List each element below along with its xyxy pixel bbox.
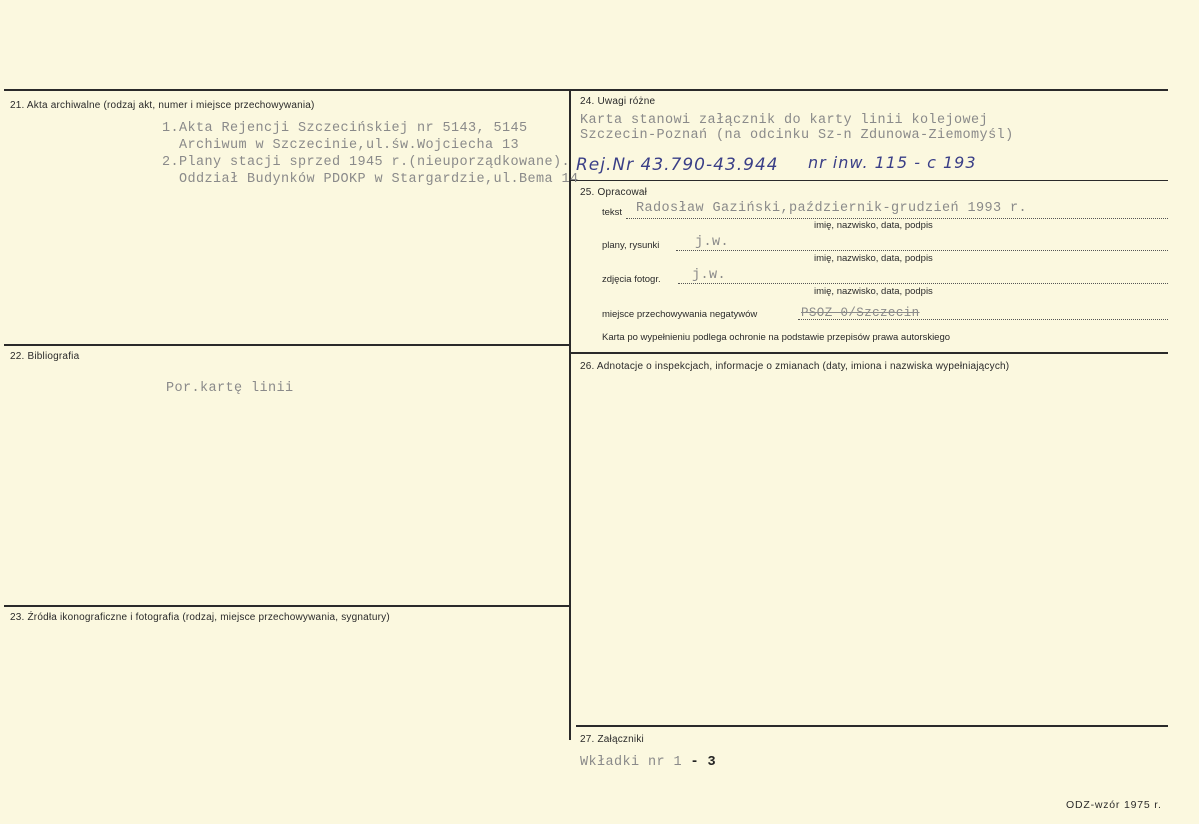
rule-22-23 — [4, 605, 570, 607]
section-22-label: 22. Bibliografia — [10, 351, 80, 362]
section-24-registry-handwriting: Rej.Nr 43.790-43.944 — [576, 155, 779, 175]
rule-25-26 — [570, 352, 1168, 354]
section-27-text — [580, 755, 716, 770]
section-21-label: 21. Akta archiwalne (rodzaj akt, numer i miejsce przechowywania) — [10, 100, 315, 111]
section-21-line-4: Oddział Budynków PDOKP w Stargardzie,ul.Bema 14 — [179, 172, 579, 187]
zdjecia-label: zdjęcia fotogr. — [602, 274, 661, 285]
section-22-text: Por.kartę linii — [166, 381, 294, 396]
copyright-notice: Karta po wypełnieniu podlega ochronie na podstawie przepisów prawa autorskiego — [602, 332, 951, 343]
section-24-line-1: Karta stanowi załącznik do karty linii kolejowej — [580, 113, 989, 128]
plany-dotted-line — [676, 250, 1168, 251]
tekst-label: tekst — [602, 207, 623, 218]
zdjecia-value: j.w. — [692, 268, 727, 283]
section-21-line-3: 2.Plany stacji sprzed 1945 r.(nieuporządkowane). — [162, 155, 571, 170]
attachments-text: Wkładki nr 1 — [580, 755, 691, 770]
form-template-footer: ODZ-wzór 1975 r. — [1066, 799, 1162, 811]
rule-26-27 — [576, 725, 1168, 727]
top-rule — [4, 89, 1168, 91]
plany-value: j.w. — [695, 235, 730, 250]
rule-21-22 — [4, 344, 570, 346]
section-24-line-2: Szczecin-Poznań (na odcinku Sz-n Zdunowa-Ziemomyśl) — [580, 128, 1014, 143]
section-26-label: 26. Adnotacje o inspekcjach, informacje o zmianach (daty, imiona i nazwiska wypełniających) — [580, 361, 1010, 372]
tekst-dotted-line — [626, 218, 1168, 219]
section-21-line-2: Archiwum w Szczecinie,ul.św.Wojciecha 13 — [179, 138, 520, 153]
tekst-caption: imię, nazwisko, data, podpis — [814, 220, 933, 231]
tekst-value: Radosław Gaziński,październik-grudzień 1993 r. — [636, 201, 1028, 216]
zdjecia-caption: imię, nazwisko, data, podpis — [814, 286, 933, 297]
negatywy-label: miejsce przechowywania negatywów — [602, 309, 758, 320]
zdjecia-dotted-line — [678, 283, 1168, 284]
attachments-range: - 3 — [690, 755, 717, 770]
section-23-label: 23. Źródła ikonograficzne i fotografia (rodzaj, miejsce przechowywania, sygnatury) — [10, 612, 390, 623]
section-24-label: 24. Uwagi różne — [580, 96, 656, 107]
negatywy-value: PSOZ 0/Szczecin — [801, 306, 920, 320]
section-27-label: 27. Załączniki — [580, 734, 644, 745]
plany-label: plany, rysunki — [602, 240, 660, 251]
section-25-label: 25. Opracował — [580, 187, 648, 198]
section-24-inventory-handwriting: nr inw. 115 - c 193 — [808, 153, 977, 172]
plany-caption: imię, nazwisko, data, podpis — [814, 253, 933, 264]
rule-24-25 — [570, 180, 1168, 181]
section-21-line-1: 1.Akta Rejencji Szczecińskiej nr 5143, 5145 — [162, 121, 528, 136]
